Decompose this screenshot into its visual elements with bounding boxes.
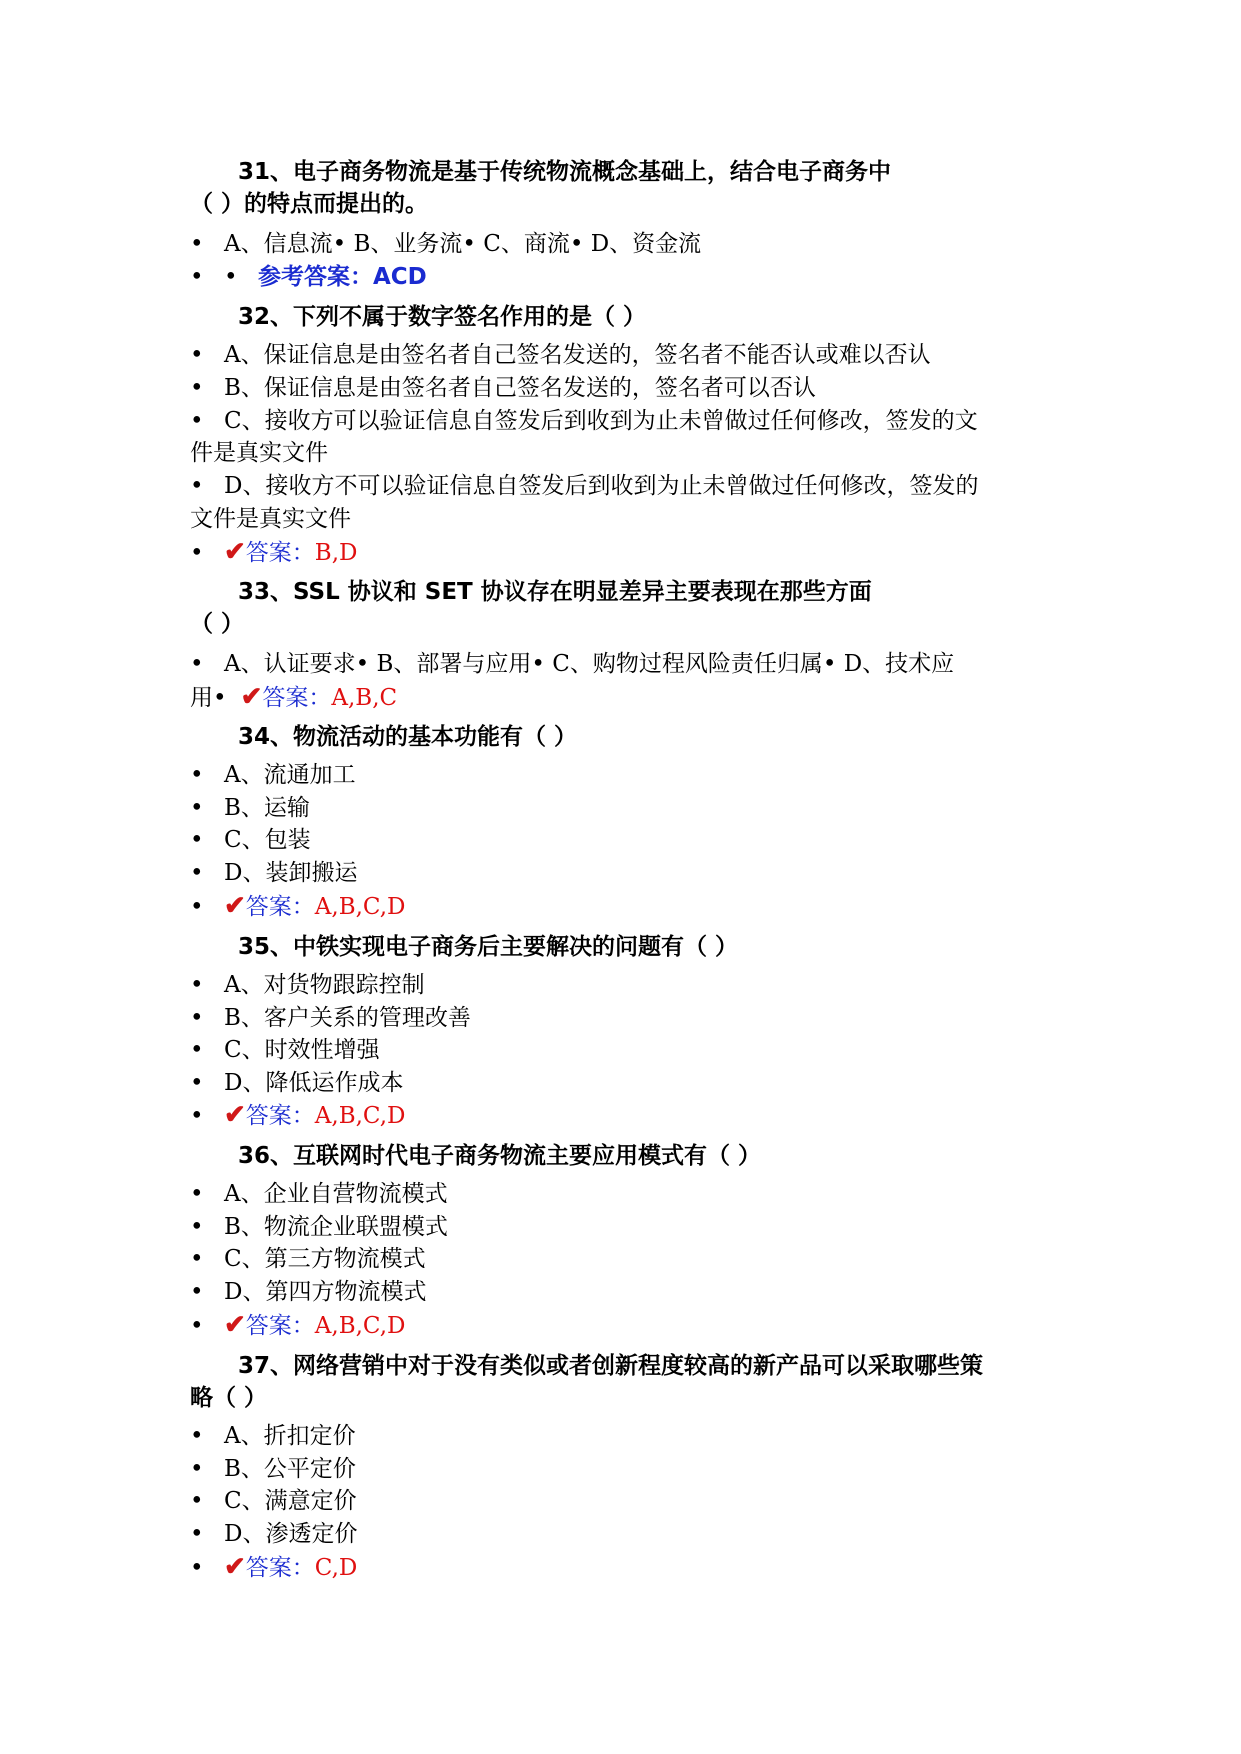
question-36-option-a: • A、企业自营物流模式: [190, 1181, 448, 1207]
question-34-answer: • ✔答案：A,B,C,D: [190, 891, 406, 921]
question-32-option-c: • C、接收方可以验证信息自签发后到收到为止未曾做过任何修改，签发的文: [190, 408, 978, 434]
question-31-title: 31、电子商务物流是基于传统物流概念基础上，结合电子商务中: [238, 159, 892, 185]
question-37-option-d: • D、渗透定价: [190, 1521, 358, 1547]
checkmark-icon: ✔: [224, 537, 246, 567]
question-32-option-b: • B、保证信息是由签名者自己签名发送的，签名者可以否认: [190, 375, 816, 401]
question-35-option-d: • D、降低运作成本: [190, 1070, 404, 1096]
question-32-answer: • ✔答案：B,D: [190, 537, 358, 567]
question-36-title: 36、互联网时代电子商务物流主要应用模式有（ ）: [238, 1143, 762, 1169]
question-31-answer: • • 参考答案：ACD: [190, 264, 427, 290]
question-33-options: • A、认证要求• B、部署与应用• C、购物过程风险责任归属• D、技术应: [190, 651, 955, 677]
question-34-option-a: • A、流通加工: [190, 762, 356, 788]
question-31-title-cont: （ ）的特点而提出的。: [190, 191, 429, 217]
question-33-options-cont: 用• ✔答案：A,B,C: [190, 682, 398, 712]
question-35-title: 35、中铁实现电子商务后主要解决的问题有（ ）: [238, 934, 739, 960]
question-34-option-d: • D、装卸搬运: [190, 860, 358, 886]
question-34-option-b: • B、运输: [190, 795, 310, 821]
question-35-option-c: • C、时效性增强: [190, 1037, 380, 1063]
question-37-option-b: • B、公平定价: [190, 1456, 356, 1482]
question-35-answer: • ✔答案：A,B,C,D: [190, 1100, 406, 1130]
question-32-option-c-cont: 件是真实文件: [190, 440, 328, 466]
checkmark-icon: ✔: [240, 682, 263, 712]
question-36-option-d: • D、第四方物流模式: [190, 1279, 427, 1305]
question-37-option-a: • A、折扣定价: [190, 1423, 356, 1449]
question-36-option-c: • C、第三方物流模式: [190, 1246, 426, 1272]
question-37-title-cont: 略（ ）: [190, 1385, 268, 1411]
question-35-option-b: • B、客户关系的管理改善: [190, 1005, 471, 1031]
question-37-answer: • ✔答案：C,D: [190, 1552, 358, 1582]
question-34-title: 34、物流活动的基本功能有（ ）: [238, 724, 578, 750]
question-37-title: 37、网络营销中对于没有类似或者创新程度较高的新产品可以采取哪些策: [238, 1353, 984, 1379]
question-37-option-c: • C、满意定价: [190, 1488, 357, 1514]
question-32-option-d: • D、接收方不可以验证信息自签发后到收到为止未曾做过任何修改，签发的: [190, 473, 979, 499]
question-32-title: 32、下列不属于数字签名作用的是（ ）: [238, 304, 647, 330]
checkmark-icon: ✔: [224, 891, 246, 921]
question-32-option-d-cont: 文件是真实文件: [190, 506, 351, 532]
question-33-title: 33、SSL 协议和 SET 协议存在明显差异主要表现在那些方面: [238, 579, 872, 605]
checkmark-icon: ✔: [224, 1310, 246, 1340]
question-33-title-cont: （ ）: [190, 611, 245, 637]
question-35-option-a: • A、对货物跟踪控制: [190, 972, 425, 998]
question-34-option-c: • C、包装: [190, 827, 311, 853]
question-31-options: • A、信息流• B、业务流• C、商流• D、资金流: [190, 231, 702, 257]
question-36-option-b: • B、物流企业联盟模式: [190, 1214, 448, 1240]
question-36-answer: • ✔答案：A,B,C,D: [190, 1310, 406, 1340]
question-32-option-a: • A、保证信息是由签名者自己签名发送的，签名者不能否认或难以否认: [190, 342, 931, 368]
checkmark-icon: ✔: [224, 1100, 246, 1130]
checkmark-icon: ✔: [224, 1552, 246, 1582]
